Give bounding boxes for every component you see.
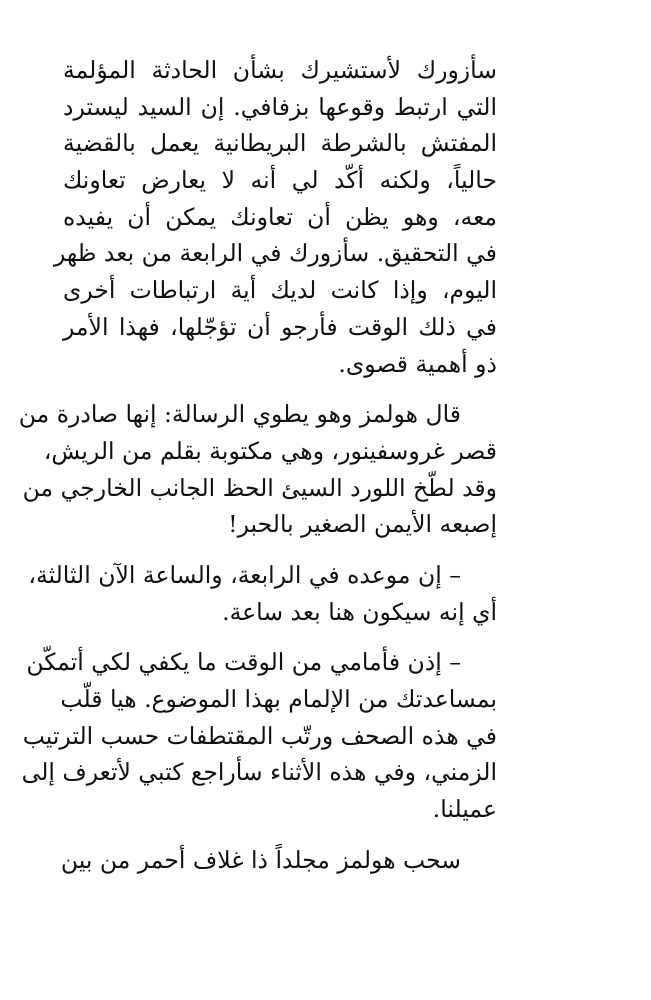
paragraph-holmes-remark bbox=[18, 396, 497, 543]
paragraph-gap bbox=[63, 828, 497, 842]
text-line: في التحقيق. سأزورك في الرابعة من بعد ظهر bbox=[53, 239, 497, 268]
text-line: وقد لطّخ اللورد السيئ الحظ الجانب الخارجي من bbox=[22, 473, 497, 502]
paragraph-letter-text bbox=[53, 52, 497, 382]
paragraph-dialogue-appointment bbox=[28, 557, 497, 630]
paragraph-gap bbox=[63, 382, 497, 396]
text-line: اليوم، وإذا كانت لديك أية ارتباطات أخرى bbox=[63, 276, 497, 305]
text-line: سحب هولمز مجلداً ذا غلاف أحمر من بين bbox=[60, 845, 461, 874]
text-line: قال هولمز وهو يطوي الرسالة: إنها صادرة من bbox=[18, 400, 461, 429]
text-line: إصبعه الأيمن الصغير بالحبر! bbox=[228, 510, 497, 539]
paragraph-gap bbox=[63, 630, 497, 644]
paragraph-dialogue-research bbox=[21, 644, 497, 827]
text-line: حالياً، ولكنه أكّد لي أنه لا يعارض تعاونك bbox=[63, 166, 497, 195]
book-page bbox=[18, 52, 497, 878]
text-line: المفتش بالشرطة البريطانية يعمل بالقضية bbox=[63, 129, 497, 158]
text-line: بمساعدتك من الإلمام بهذا الموضوع. هيا قلّب bbox=[60, 685, 497, 713]
text-line: في ذلك الوقت فأرجو أن تؤجّلها، فهذا الأمر bbox=[63, 312, 497, 341]
text-line: أي إنه سيكون هنا بعد ساعة. bbox=[222, 597, 497, 626]
text-line: معه، وهو يظن أن تعاونك يمكن أن يفيده bbox=[63, 202, 497, 231]
text-line: – إن موعده في الرابعة، والساعة الآن الثالثة، bbox=[28, 560, 461, 589]
text-line: عميلنا. bbox=[432, 795, 497, 824]
text-line: – إذن فأمامي من الوقت ما يكفي لكي أتمكّن bbox=[26, 648, 461, 677]
text-line: ذو أهمية قصوى. bbox=[338, 349, 497, 378]
paragraph-holmes-volume bbox=[60, 842, 497, 879]
text-line: الزمني، وفي هذه الأثناء سأراجع كتبي لأتعرف إلى bbox=[21, 758, 497, 787]
text-line: التي ارتبط وقوعها بزفافي. إن السيد ليسترد bbox=[63, 92, 497, 121]
text-line: قصر غروسفينور، وهي مكتوبة بقلم من الريش، bbox=[43, 436, 497, 465]
text-line: سأزورك لأستشيرك بشأن الحادثة المؤلمة bbox=[63, 56, 497, 84]
text-line: في هذه الصحف ورتّب المقتطفات حسب الترتيب bbox=[22, 721, 497, 750]
paragraph-gap bbox=[63, 543, 497, 557]
